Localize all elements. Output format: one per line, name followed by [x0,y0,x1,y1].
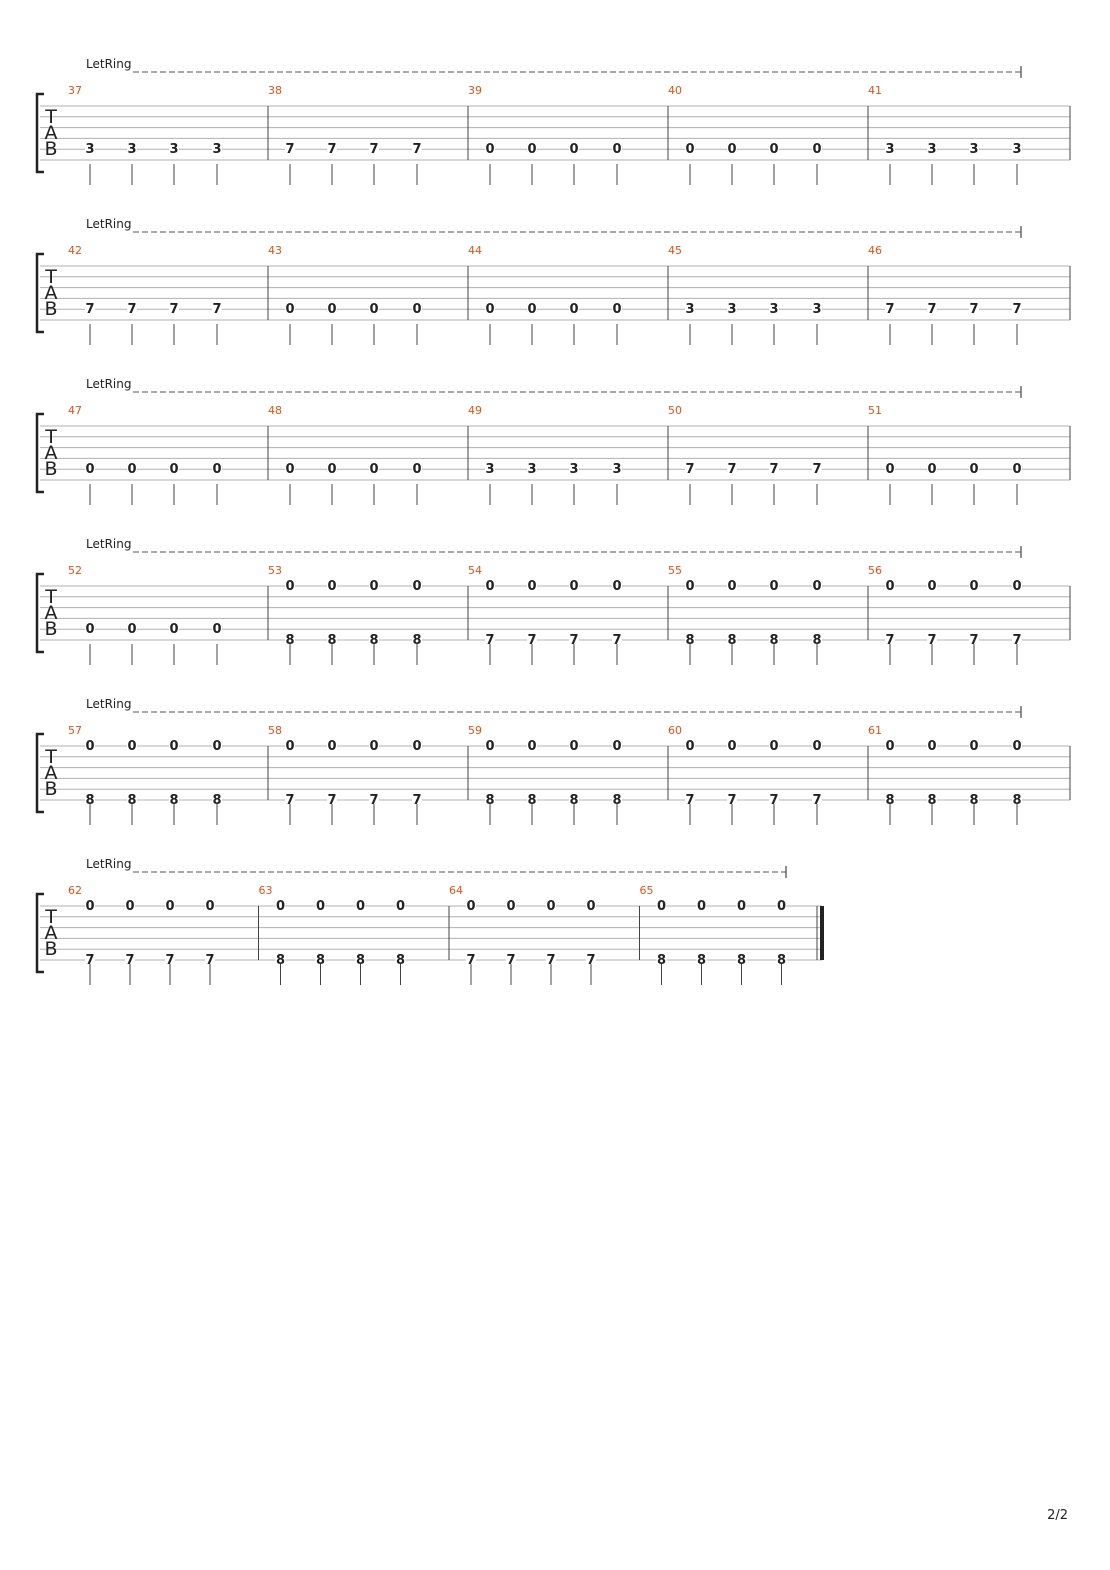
fret-number-low: 3 [485,462,495,478]
fret-number-high: 0 [412,579,422,594]
measure-number: 37 [68,84,82,97]
measure-number: 59 [468,724,482,737]
fret-number-low: 8 [569,793,579,808]
fret-number-high: 0 [1012,739,1022,754]
fret-number-low: 8 [327,633,337,648]
fret-number-low: 7 [1012,633,1022,648]
measure-number: 62 [68,884,82,897]
fret-number-high: 0 [656,899,667,914]
fret-number-low: 3 [127,142,137,158]
fret-number-high: 0 [369,739,379,754]
fret-number-high: 0 [315,899,326,914]
fret-number-low: 8 [927,793,937,808]
fret-number-low: 0 [927,462,937,478]
measure-number: 63 [258,884,273,897]
fret-number-low: 7 [969,633,979,648]
fret-number-low: 7 [527,633,537,648]
fret-number-low: 3 [1012,142,1022,158]
fret-number-high: 0 [769,579,779,594]
fret-number-high: 0 [506,899,516,914]
fret-number-low: 3 [885,142,895,158]
fret-number-high: 0 [612,579,622,594]
fret-number-high: 0 [527,739,537,754]
fret-number-high: 0 [727,739,737,754]
measure-number: 60 [668,724,682,737]
fret-number-low: 7 [727,462,737,478]
fret-number-high: 0 [527,579,537,594]
fret-number-low: 7 [212,302,222,318]
fret-number-low: 7 [927,633,937,648]
fret-number-high: 0 [355,899,366,914]
fret-number-low: 7 [369,142,379,158]
fret-number-high: 0 [127,739,137,754]
fret-number-low: 8 [485,793,495,808]
fret-number-low: 3 [569,462,579,478]
fret-number-low: 7 [586,953,596,968]
fret-number-low: 7 [85,953,95,968]
fret-number-low: 0 [769,142,779,158]
measure-number: 61 [868,724,882,737]
fret-number-high: 0 [812,739,822,754]
fret-number-high: 0 [569,739,579,754]
fret-number-high: 0 [736,899,747,914]
fret-number-low: 7 [125,953,135,968]
fret-number-high: 0 [285,579,295,594]
fret-number-low: 7 [85,302,95,318]
fret-number-low: 0 [727,142,737,158]
fret-number-low: 0 [369,462,379,478]
fret-number-low: 7 [927,302,937,318]
fret-number-low: 0 [85,462,95,478]
fret-number-low: 8 [169,793,179,808]
fret-number-high: 0 [612,739,622,754]
fret-number-high: 0 [1012,579,1022,594]
fret-number-low: 7 [369,793,379,808]
fret-number-high: 0 [685,739,695,754]
fret-number-high: 0 [727,579,737,594]
fret-number-low: 0 [212,622,222,638]
fret-number-high: 0 [85,739,95,754]
fret-number-low: 0 [485,142,495,158]
fret-number-low: 0 [812,142,822,158]
fret-number-high: 0 [969,739,979,754]
fret-number-low: 8 [212,793,222,808]
fret-number-low: 7 [685,462,695,478]
fret-number-low: 7 [569,633,579,648]
measure-number: 65 [639,884,654,897]
fret-number-low: 7 [727,793,737,808]
fret-number-high: 0 [466,899,476,914]
fret-number-low: 0 [612,302,622,318]
tab-clef-letter: T [45,586,57,608]
fret-number-low: 0 [285,462,295,478]
fret-number-high: 0 [685,579,695,594]
fret-number-high: 0 [485,579,495,594]
fret-number-low: 7 [412,142,422,158]
fret-number-low: 8 [685,633,695,648]
letring-label: LetRing [86,377,132,391]
measure-number: 49 [468,404,482,417]
fret-number-low: 7 [485,633,495,648]
fret-number-low: 8 [969,793,979,808]
fret-number-low: 8 [275,953,286,968]
measure-number: 46 [868,244,882,257]
fret-number-low: 0 [285,302,295,318]
fret-number-low: 3 [969,142,979,158]
letring-label: LetRing [86,217,132,231]
fret-number-low: 0 [485,302,495,318]
fret-number-low: 8 [885,793,895,808]
measure-number: 50 [668,404,682,417]
fret-number-low: 7 [769,462,779,478]
fret-number-high: 0 [275,899,286,914]
fret-number-low: 7 [327,142,337,158]
fret-number-low: 7 [127,302,137,318]
fret-number-low: 0 [412,462,422,478]
fret-number-low: 7 [285,142,295,158]
fret-number-low: 7 [412,793,422,808]
fret-number-low: 0 [169,622,179,638]
fret-number-low: 7 [285,793,295,808]
fret-number-low: 8 [696,953,707,968]
fret-number-low: 7 [812,793,822,808]
fret-number-low: 8 [285,633,295,648]
measure-number: 41 [868,84,882,97]
tab-clef-letter: B [44,618,58,640]
fret-number-low: 8 [656,953,667,968]
fret-number-low: 0 [612,142,622,158]
fret-number-low: 7 [506,953,516,968]
fret-number-low: 0 [327,302,337,318]
fret-number-high: 0 [927,739,937,754]
measure-number: 51 [868,404,882,417]
tab-clef-letter: A [44,442,58,464]
tab-clef-letter: B [44,298,58,320]
tab-clef-letter: B [44,938,58,960]
fret-number-low: 3 [527,462,537,478]
fret-number-low: 7 [769,793,779,808]
fret-number-high: 0 [169,739,179,754]
fret-number-low: 7 [466,953,476,968]
fret-number-low: 7 [169,302,179,318]
fret-number-low: 0 [327,462,337,478]
fret-number-low: 0 [1012,462,1022,478]
fret-number-high: 0 [769,739,779,754]
fret-number-low: 0 [527,142,537,158]
measure-number: 55 [668,564,682,577]
measure-number: 57 [68,724,82,737]
tab-clef-letter: B [44,778,58,800]
tab-clef-letter: B [44,138,58,160]
fret-number-low: 7 [812,462,822,478]
measure-number: 52 [68,564,82,577]
fret-number-high: 0 [885,579,895,594]
page-number: 2/2 [1047,1508,1068,1523]
fret-number-low: 7 [685,793,695,808]
letring-label: LetRing [86,57,132,71]
fret-number-low: 7 [205,953,215,968]
measure-number: 38 [268,84,282,97]
measure-number: 56 [868,564,882,577]
fret-number-high: 0 [569,579,579,594]
fret-number-low: 3 [927,142,937,158]
fret-number-low: 8 [736,953,747,968]
measure-number: 53 [268,564,282,577]
tab-clef-letter: A [44,922,58,944]
fret-number-low: 7 [969,302,979,318]
letring-label: LetRing [86,857,132,871]
measure-number: 39 [468,84,482,97]
fret-number-high: 0 [85,899,95,914]
tab-clef-letter: A [44,762,58,784]
tab-clef-letter: T [45,906,57,928]
fret-number-low: 0 [969,462,979,478]
fret-number-high: 0 [885,739,895,754]
tab-clef-letter: T [45,426,57,448]
measure-number: 54 [468,564,482,577]
fret-number-low: 7 [885,633,895,648]
fret-number-low: 8 [769,633,779,648]
fret-number-high: 0 [285,739,295,754]
fret-number-low: 8 [395,953,406,968]
measure-number: 44 [468,244,482,257]
fret-number-low: 3 [169,142,179,158]
fret-number-low: 7 [165,953,175,968]
tab-clef-letter: A [44,602,58,624]
fret-number-high: 0 [812,579,822,594]
letring-label: LetRing [86,697,132,711]
fret-number-low: 8 [1012,793,1022,808]
fret-number-low: 7 [546,953,556,968]
fret-number-high: 0 [969,579,979,594]
fret-number-high: 0 [369,579,379,594]
measure-number: 47 [68,404,82,417]
fret-number-low: 3 [769,302,779,318]
fret-number-low: 0 [169,462,179,478]
fret-number-low: 3 [85,142,95,158]
measure-number: 40 [668,84,682,97]
fret-number-low: 8 [85,793,95,808]
fret-number-low: 8 [527,793,537,808]
fret-number-low: 7 [327,793,337,808]
fret-number-low: 0 [569,302,579,318]
fret-number-low: 8 [812,633,822,648]
fret-number-low: 0 [527,302,537,318]
fret-number-low: 8 [315,953,326,968]
tab-clef-letter: T [45,266,57,288]
fret-number-high: 0 [776,899,787,914]
fret-number-high: 0 [327,579,337,594]
tab-clef-letter: B [44,458,58,480]
fret-number-low: 8 [727,633,737,648]
measure-number: 64 [449,884,463,897]
tab-clef-letter: A [44,282,58,304]
fret-number-low: 8 [412,633,422,648]
fret-number-low: 0 [685,142,695,158]
measure-number: 42 [68,244,82,257]
fret-number-low: 3 [212,142,222,158]
fret-number-low: 0 [127,622,137,638]
fret-number-high: 0 [212,739,222,754]
fret-number-low: 8 [776,953,787,968]
fret-number-high: 0 [395,899,406,914]
fret-number-high: 0 [586,899,596,914]
fret-number-low: 3 [727,302,737,318]
fret-number-low: 8 [612,793,622,808]
measure-number: 43 [268,244,282,257]
letring-label: LetRing [86,537,132,551]
fret-number-high: 0 [485,739,495,754]
fret-number-high: 0 [327,739,337,754]
fret-number-low: 0 [885,462,895,478]
fret-number-low: 0 [85,622,95,638]
fret-number-low: 8 [127,793,137,808]
fret-number-high: 0 [165,899,175,914]
measure-number: 48 [268,404,282,417]
fret-number-high: 0 [125,899,135,914]
fret-number-high: 0 [546,899,556,914]
fret-number-low: 3 [612,462,622,478]
tab-clef-letter: T [45,106,57,128]
fret-number-high: 0 [696,899,707,914]
measure-number: 45 [668,244,682,257]
fret-number-low: 8 [369,633,379,648]
fret-number-low: 0 [412,302,422,318]
fret-number-high: 0 [927,579,937,594]
fret-number-low: 3 [812,302,822,318]
tab-clef-letter: A [44,122,58,144]
fret-number-low: 7 [1012,302,1022,318]
fret-number-low: 0 [369,302,379,318]
fret-number-low: 3 [685,302,695,318]
fret-number-high: 0 [412,739,422,754]
fret-number-low: 7 [612,633,622,648]
fret-number-low: 0 [212,462,222,478]
fret-number-low: 7 [885,302,895,318]
tab-clef-letter: T [45,746,57,768]
fret-number-high: 0 [205,899,215,914]
fret-number-low: 0 [127,462,137,478]
fret-number-low: 0 [569,142,579,158]
fret-number-low: 8 [355,953,366,968]
measure-number: 58 [268,724,282,737]
